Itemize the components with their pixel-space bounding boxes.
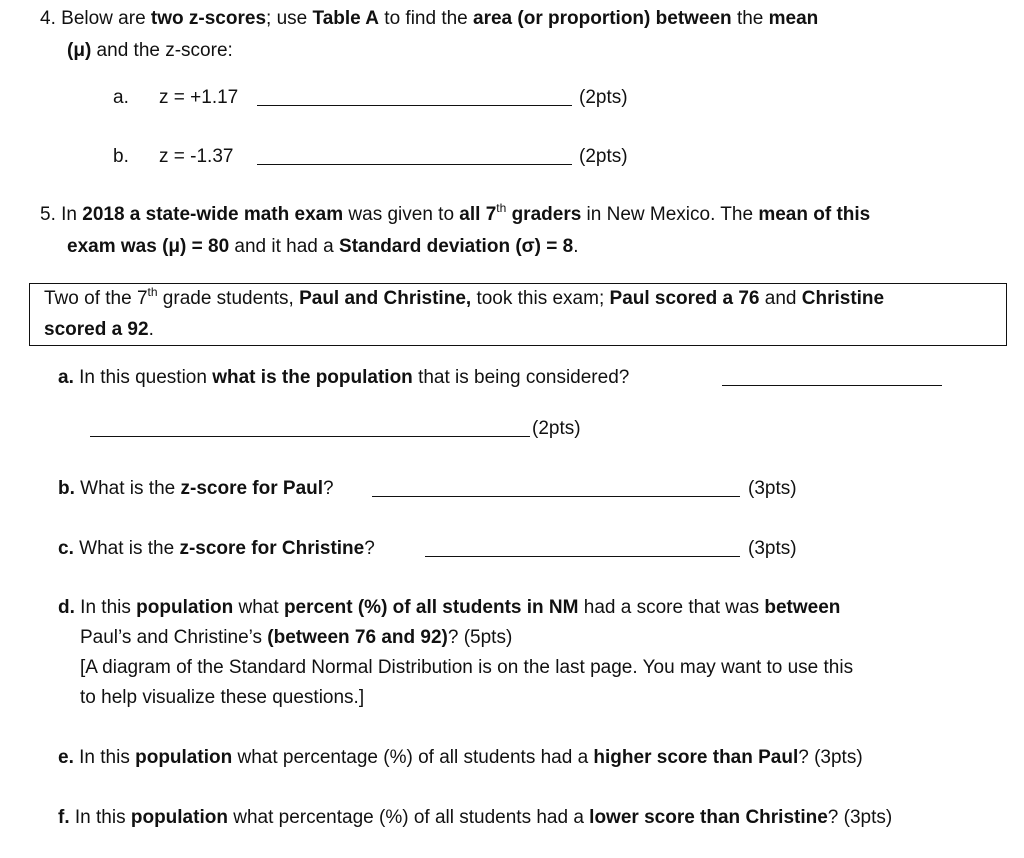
q5c-points: (3pts) [748,538,797,559]
q5b-line [58,476,334,502]
q5-bold: exam was (μ) = 80 [67,236,230,257]
q5e-bold: higher score than Paul [593,747,799,768]
q5b-bold: z-score for Paul [180,478,324,499]
q5c-text: ? [364,538,375,559]
q5c-label: c. [58,538,74,559]
q5a-label: a. [58,367,74,388]
q4a-points: (2pts) [579,87,628,108]
q5-superscript: th [496,201,507,215]
q5-bold: graders [506,204,582,225]
q4-line-2 [67,38,233,64]
q5c-text: What is the [73,538,180,559]
q5-bold: 2018 a state-wide math exam [82,204,344,225]
q5b-text: What is the [74,478,181,499]
q4b-points: (2pts) [579,146,628,167]
q5b-label: b. [58,478,75,499]
q4-text: Below are [61,8,151,29]
scenario-bold: scored a 92 [44,319,149,340]
q5d-text: In this [74,597,137,618]
q5b-answer-blank[interactable] [372,476,740,503]
q5-bold: mean of this [758,204,871,225]
q4-text: and the z-score: [91,40,233,61]
q5f-text: ? (3pts) [827,807,893,828]
q5e-text: In this [73,747,136,768]
q5a-line-1 [58,365,629,391]
q5-line-2 [67,234,578,260]
q5d-line-2 [80,625,512,651]
q5d-bold: between [764,597,841,618]
scenario-text: took this exam; [471,288,610,309]
q4-number: 4. [40,8,56,29]
q5a-bold: what is the population [212,367,413,388]
q5f-bold: lower score than Christine [589,807,828,828]
q5-line-1 [40,202,870,228]
q5d-text: had a score that was [578,597,765,618]
q5d-bold: (between 76 and 92) [267,627,448,648]
q5e-bold: population [135,747,233,768]
q5-text: . [573,236,579,257]
q5-number: 5. [40,204,56,225]
q4-bold: mean [768,8,819,29]
q4-text: the [731,8,769,29]
q5a-text: that is being considered? [412,367,630,388]
scenario-text: and [759,288,802,309]
q5e-text: what percentage (%) of all students had a [232,747,594,768]
q5f-label: f. [58,807,70,828]
q4-bold: area (or proportion) between [473,8,732,29]
q4-bold: Table A [312,8,380,29]
q4-text: ; use [266,8,313,29]
q5e-text: ? (3pts) [798,747,863,768]
q5f-bold: population [130,807,228,828]
q5-text: was given to [343,204,460,225]
q5e-label: e. [58,747,74,768]
q5d-label: d. [58,597,75,618]
q5c-line [58,536,375,562]
q5f-text: In this [69,807,131,828]
q5d-text: ? (5pts) [447,627,513,648]
q4-text: to find the [379,8,474,29]
scenario-text: grade students, [157,288,300,309]
q4a-expression: z = +1.17 [159,87,239,108]
q5f-text: what percentage (%) of all students had a [227,807,590,828]
q5d-note-line-2: to help visualize these questions.] [80,687,365,708]
scenario-line-2 [44,317,154,343]
q4b-expression: z = -1.37 [159,146,234,167]
scenario-text: Two of the 7 [44,288,148,309]
q5b-points: (3pts) [748,478,797,499]
q4-line-1 [40,6,818,32]
q5c-bold: z-score for Christine [179,538,365,559]
scenario-line-1 [44,286,884,312]
q4-mu: (μ) [67,40,92,61]
q5d-text: what [233,597,284,618]
q5d-line-1 [58,595,840,621]
scenario-bold: Paul and Christine, [299,288,472,309]
q4a-label: a. [113,87,129,108]
q5e-line [58,745,863,771]
q5-text: in New Mexico. The [581,204,759,225]
q4a-answer-blank[interactable] [257,85,572,112]
q5-text: and it had a [229,236,340,257]
q5d-note-line-1: [A diagram of the Standard Normal Distribution is on the last page. You may want to use this [80,657,854,678]
q5b-text: ? [323,478,334,499]
q5-bold: all 7 [459,204,497,225]
q5d-bold: population [136,597,234,618]
q5d-bold: percent (%) of all students in NM [283,597,579,618]
q5-bold: Standard deviation (σ) = 8 [339,236,574,257]
q4-bold: two z-scores [150,8,267,29]
q5a-points: (2pts) [532,418,581,439]
scenario-text: . [148,319,154,340]
scenario-bold: Paul scored a 76 [609,288,760,309]
q5-text: In [61,204,83,225]
q5d-text: Paul’s and Christine’s [80,627,268,648]
q5a-answer-blank-1[interactable] [722,365,942,392]
q5f-line [58,805,892,831]
q4b-answer-blank[interactable] [257,144,572,171]
scenario-bold: Christine [801,288,885,309]
q5a-text: In this question [73,367,213,388]
q4b-label: b. [113,146,129,167]
q5c-answer-blank[interactable] [425,536,740,563]
scenario-superscript: th [147,285,158,299]
q5a-answer-blank-2[interactable] [90,416,530,443]
